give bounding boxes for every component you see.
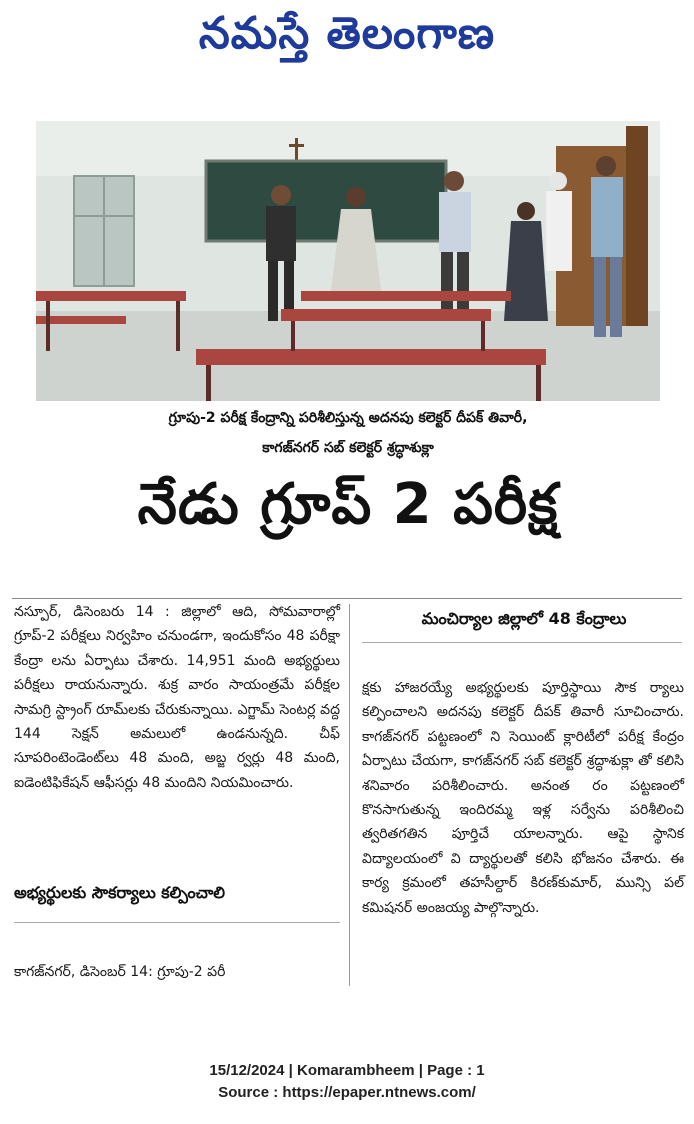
divider [12,598,682,599]
right-subheading: మంచిర్యాల జిల్లాలో 48 కేంద్రాలు [421,609,627,628]
classroom-photo-icon [36,121,660,401]
news-photo [36,121,660,401]
column-divider [349,604,350,986]
left-subheading: అభ్యర్థులకు సౌకర్యాలు కల్పించాలి [14,883,225,902]
article-headline: నేడు గ్రూప్ 2 పరీక్ష [137,472,559,537]
left-paragraph: నస్పూర్, డిసెంబరు 14 : జిల్లాలో ఆది, సోమవారాల్లో గ్రూప్-2 పరీక్షలు నిర్వహిం చనుండగా, ఇందుకోసం 48 పరీక్షా కేంద్రా లను ఏర్పాటు చేశారు. 14,951 మంది అభ్యర్థులు పరీక్షలు రాయనున్నారు. శుక్ర వారం సాయంత్రమే పరీక్షల సామగ్రి స్ట్రాంగ్ రూమ్‌లకు చేరుకున్నాయి. ఎగ్జామ్ సెంటర్ల వద్ద 144 సెక్షన్ అమలులో ఉండనున్నది. చీఫ్ సూపరింటెండెంట్‌లు 48 మంది, అబ్జ ర్వర్లు 48 మంది, ఐడెంటిఫికేషన్ ఆఫీసర్లు 48 మందిని నియమించారు. [14,604,340,791]
left-column-body [14,600,340,795]
footer-source: Source : https://epaper.ntnews.com/ [218,1084,476,1101]
photo-caption-line2: కాగజ్‌నగర్ సబ్ కలెక్టర్ శ్రద్ధాశుక్లా [262,440,434,456]
divider [14,922,340,923]
photo-caption-line1: గ్రూపు-2 పరీక్ష కేంద్రాన్ని పరిశీలిస్తున్న అదనపు కలెక్టర్ దీపక్ తివారీ, [168,410,528,426]
right-paragraph: క్షకు హాజరయ్యే అభ్యర్థులకు పూర్తిస్థాయి సౌక ర్యాలు కల్పించాలని అదనపు కలెక్టర్ దీపక్ తివారీ సూచించారు. కాగజ్‌నగర్ పట్టణంలో ని సెయింట్ క్లారిటీలో పరీక్ష కేంద్రం ఏర్పాటు చేయగా, కాగజ్‌నగర్ సబ్ కలెక్టర్ శ్రద్ధాశుక్లా తో కలిసి శనివారం పరిశీలించారు. అనంత రం పట్టణంలో కొనసాగుతున్న ఇందిరమ్మ ఇళ్ల సర్వేను పరిశీలించి త్వరితగతిన పూర్తిచే యాలన్నారు. ఆపై స్థానిక విద్యాలయంలో వి ద్యార్థులతో కలిసి భోజనం చేశారు. ఈ కార్య క్రమంలో తహసీల్దార్ కిరణ్‌కుమార్, మున్సి పల్ కమిషనర్ అంజయ్య పాల్గొన్నారు. [362,680,684,916]
right-column-body [362,676,684,920]
footer-date-edition: 15/12/2024 | Komarambheem | Page : 1 [209,1062,485,1079]
left-column-body2 [14,960,340,984]
divider [362,642,682,643]
newspaper-masthead: నమస్తే తెలంగాణ [198,8,496,59]
left-paragraph-2: కాగజ్‌నగర్, డిసెంబర్ 14: గ్రూపు-2 పరీ [14,964,226,980]
